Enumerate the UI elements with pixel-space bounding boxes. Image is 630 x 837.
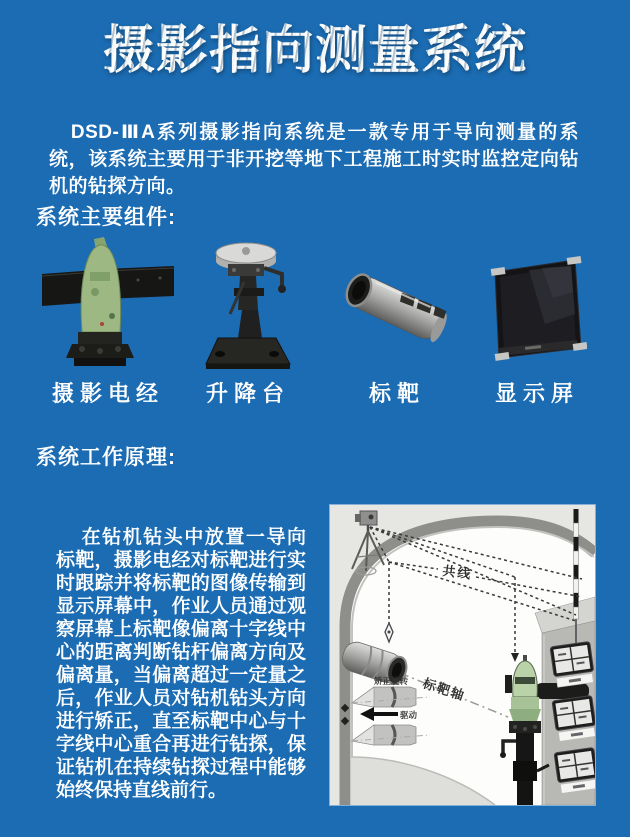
wall-monitor-2 bbox=[552, 695, 595, 741]
target-illustration bbox=[341, 252, 453, 364]
diagram-label-collinear: 共线 bbox=[441, 563, 474, 582]
tunnel-diagram bbox=[330, 505, 595, 805]
component-label-platform: 升降台 bbox=[205, 381, 290, 406]
component-label-display: 显示屏 bbox=[494, 381, 579, 406]
component-image-display bbox=[487, 256, 587, 368]
lifting-platform-illustration bbox=[198, 240, 298, 372]
component-label-theodolite: 摄影电经 bbox=[51, 381, 164, 406]
wall-monitor-1 bbox=[550, 641, 595, 687]
component-image-platform bbox=[198, 240, 298, 372]
diagram-label-drive: 驱动 bbox=[400, 710, 418, 720]
intro-paragraph: DSD-ⅢA系列摄影指向系统是一款专用于导向测量的系统，该系统主要用于非开挖等地下工程施工时实时监控定向钻机的钻探方向。 bbox=[49, 122, 579, 197]
component-label-target: 标靶 bbox=[368, 381, 425, 406]
diagram-label-correction: 矫正旋转 bbox=[374, 676, 409, 686]
diagram-label-target-axis: 标靶轴 bbox=[421, 675, 468, 704]
photo-theodolite-illustration bbox=[38, 236, 178, 376]
principle-heading: 系统工作原理: bbox=[36, 446, 176, 469]
components-heading: 系统主要组件: bbox=[36, 206, 176, 229]
principle-paragraph: 在钻机钻头中放置一导向标靶，摄影电经对标靶进行实时跟踪并将标靶的图像传输到显示屏幕中，作业人员通过观察屏幕上标靶像偏离十字线中心的距离判断钻杆偏离方向及偏离量，当偏离超过一定量之后，作业人员对钻机钻头方向进行矫正，直至标靶中心与十字线中心重合再进行钻探，保证钻机在持续钻探过程中能够始终保持直线前行。 bbox=[56, 527, 306, 801]
principle-diagram bbox=[330, 505, 595, 805]
page-title: 摄影指向测量系统 bbox=[0, 8, 630, 83]
component-image-theodolite bbox=[38, 236, 178, 376]
component-image-target bbox=[341, 252, 453, 364]
display-illustration bbox=[487, 256, 587, 368]
